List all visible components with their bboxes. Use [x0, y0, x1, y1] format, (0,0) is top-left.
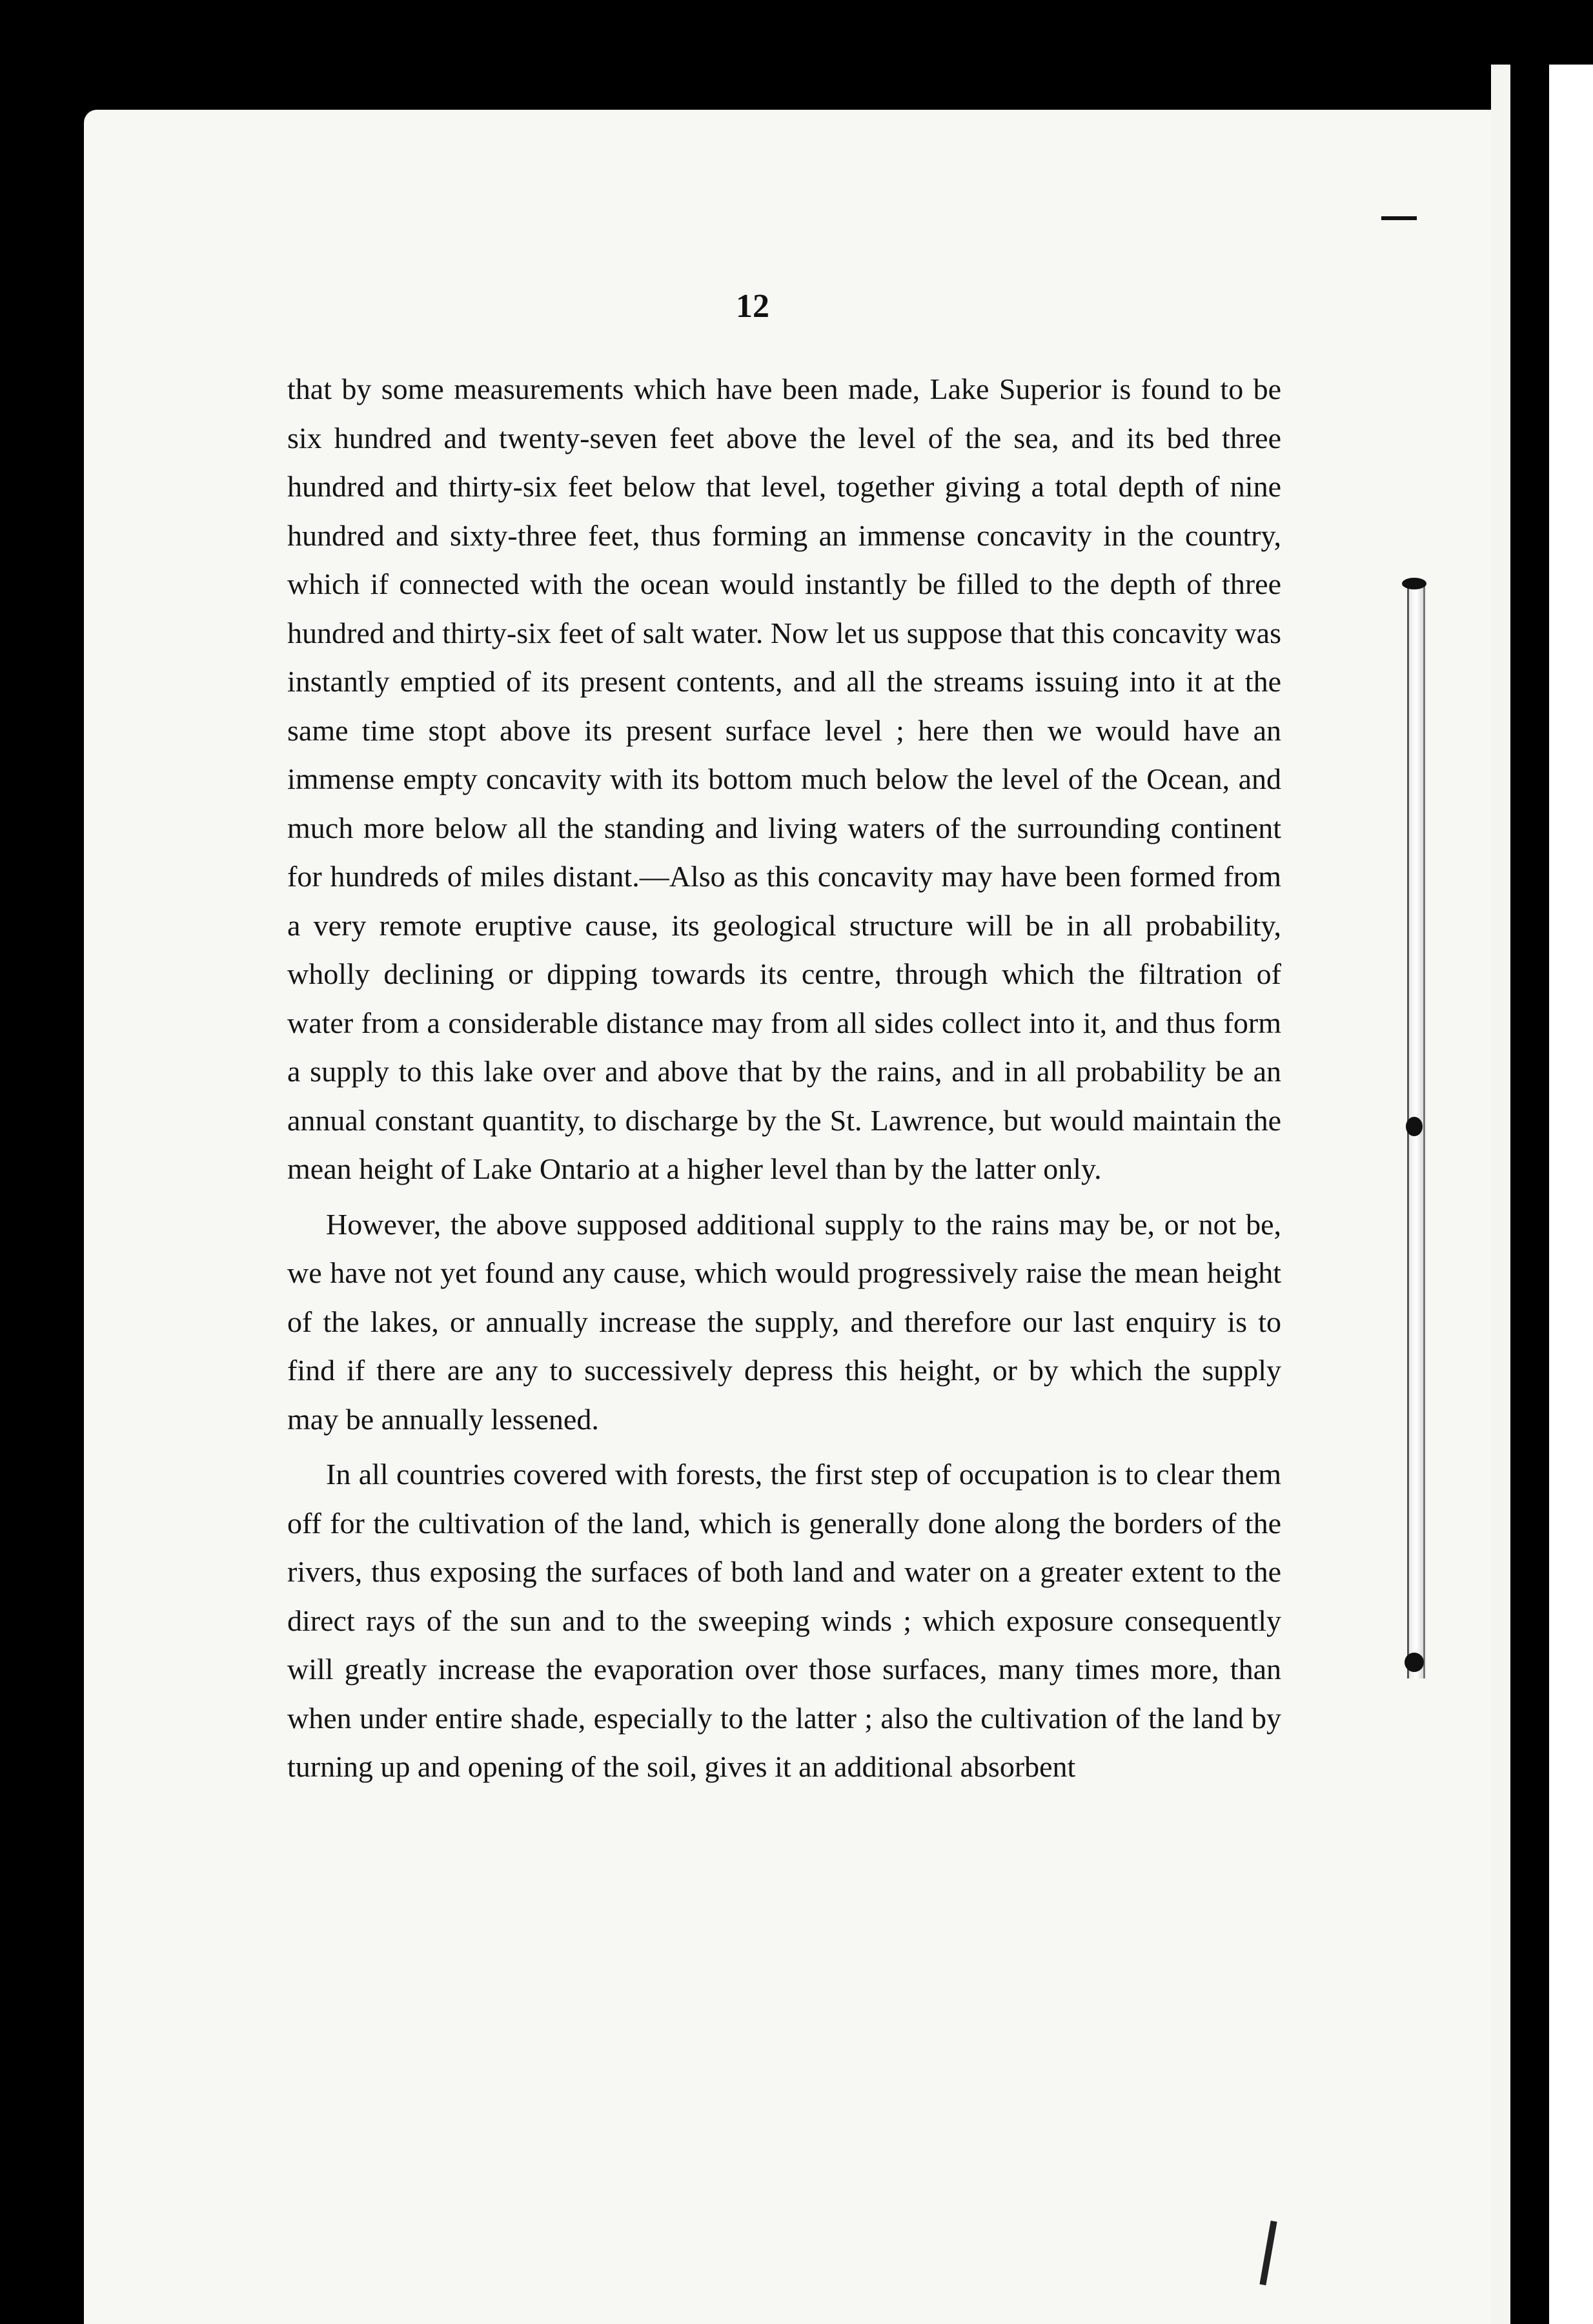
paragraph: that by some measurements which have been made, Lake Superior is found to be six hundred and twenty-seven feet above the level of the sea, and its bed three hundred and thirty-six feet below that level, together giving a total depth of nine hundred and sixty-three feet, thus forming an immense concavity in the country, which if connected with the ocean would instantly be filled to the depth of three hundred and thirty-six feet of salt water. Now let us suppose that this concavity was instantly emptied of its present contents, and all the streams issuing into it at the same time stopt above its present surface level ; here then we would have an immense empty concavity with its bottom much below the level of the Ocean, and much more below all the standing and living waters of the surrounding continent for hundreds of miles distant.—Also as this concavity may have been formed from a very remote eruptive cause, its geological structure will be in all probability, wholly declining or dipping towards its centre, through which the filtration of water from a considerable distance may from all sides collect into it, and thus form a supply to this lake over and above that by the rains, and in all probability be an annual constant quantity, to discharge by the St. Lawrence, but would maintain the mean height of Lake Ontario at a higher level than by the latter only.: [287, 372, 1281, 1185]
margin-mark: [1381, 216, 1417, 220]
page-number: 12: [736, 288, 769, 325]
paragraph: However, the above supposed additional supply to the rains may be, or not be, we have not yet found any cause, which would progressively raise the mean height of the lakes, or annually increase the supply, and therefore our last enquiry is to find if there are any to successively depress this height, or by which the supply may be annually lessened.: [287, 1207, 1281, 1436]
body-text: [287, 365, 1281, 1791]
paragraph: In all countries covered with forests, the first step of occupation is to clear them off for the cultivation of the land, which is generally done along the borders of the rivers, thus exposing the surfaces of both land and water on a greater extent to the direct rays of the sun and to the sweeping winds ; which exposure consequently will greatly increase the evaporation over those surfaces, many times more, than when under entire shade, especially to the latter ; also the cultivation of the land by turning up and opening of the soil, gives it an additional absorbent: [287, 1458, 1281, 1783]
scan-border-right: [1510, 65, 1549, 2324]
binding-knot-top: [1402, 578, 1426, 589]
binding-knot-bottom: [1405, 1653, 1424, 1672]
scan-edge-right: [1549, 65, 1593, 2324]
binding-knot-middle: [1406, 1117, 1423, 1136]
